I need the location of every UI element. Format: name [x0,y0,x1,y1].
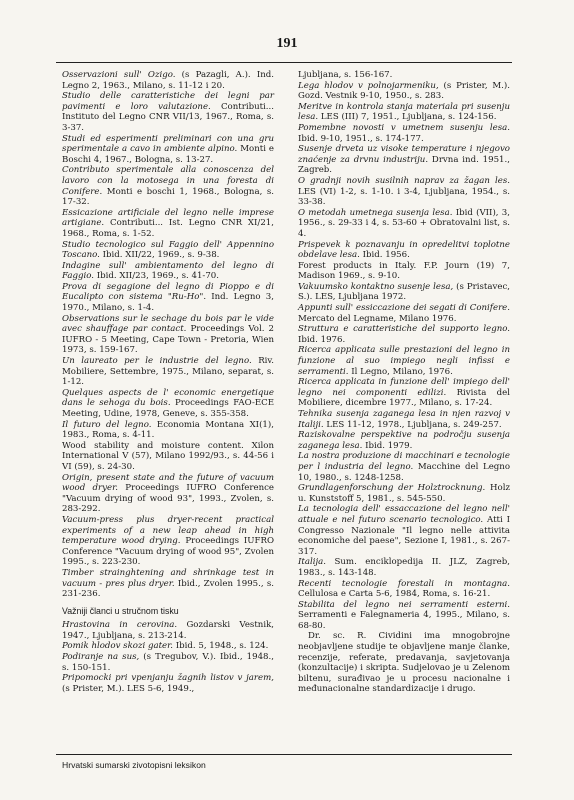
closing-paragraph: Dr. sc. R. Cividini ima mnogobrojne neobjavljene studije te objavljene manje članke, recenzije, referate, predavanja, savjetovanja (konzultacije) i skripta. Sudjelovao je u Zelenom biltenu, surađivao je u procesu nacionalne i međunacionalne standardizacije i drugo. [298,631,510,695]
entry-details: Contributi... Ist. Legno CNR XI/21, 1968., Roma, s. 1-52. [62,218,274,239]
bibliography-entry [298,600,510,632]
bibliography-entry [298,409,510,430]
entry-title: Origin, present state and the future of vacuum wood dryer. [62,472,274,494]
bibliography-entry [62,620,274,641]
entry-details: Atti I Congresso Nazionale "Il legno nelle attivita economiche del paese", Sezione I, 1981., s. 267-317. [298,514,510,557]
bibliography-entry [62,134,274,166]
entry-details: Proceedings IUFRO Conference "Vacuum drying of wood 93", 1993., Zvolen, s. 283-292. [62,483,274,515]
entry-title: Recenti tecnologie forestali in montagna. [298,578,510,589]
entry-details: Ibid., Zvolen 1995., s. 231-236. [62,578,274,600]
bibliography-entry [298,261,510,282]
bibliography-entry [62,388,274,420]
entry-details: Ibid. XII/22, 1969., s. 9-38. [99,250,220,261]
entry-title: O metodah umetnega susenja lesa. [298,207,453,218]
entry-details: Ibid. 1979. [362,440,413,451]
entry-title: Contributo sperimentale alla conoscenza del lavoro con la motosega in una foresta di Conifere. [62,165,274,197]
bibliography-entry [62,356,274,388]
entry-details: Macchine del Legno 10, 1980., s. 1248-1258. [298,461,510,483]
entry-title: Il futuro del legno. [62,419,152,430]
entry-title: Appunti sull' essiccazione dei segati di Conifere. [298,303,510,314]
entry-details: Ind. Legno 3, 1970., Milano, s. 1-4. [62,292,274,314]
bibliography-entry [62,165,274,207]
entry-title: Stabilita del legno nei serramenti esterni. [298,599,510,610]
bibliography-entry [62,515,274,568]
entry-details: Sum. enciklopedija II. JLZ, Zagreb, 1983., s. 143-148. [298,557,510,578]
entry-details: Ibid. 9-10, 1951., s. 174-177. [298,133,424,144]
entry-details: Rivista del Mobiliere, dicembre 1977., Milano, s. 17-24. [298,387,510,409]
entry-title: Essicazione artificiale del legno nelle imprese artigiane. [62,207,274,229]
entry-details: Monti e Boschi 4, 1967., Bologna, s. 13-27. [62,144,274,165]
bibliography-entry [298,504,510,557]
entry-title: Prova di segagione del legno di Pioppo e di Eucalipto con sistema "Ru-Ho". [62,281,274,303]
bibliography-entry [62,91,274,133]
entry-title: Quelques aspects de l' economic energetique dans le sehoga du bois. [62,387,274,409]
bibliography-entry [298,176,510,208]
bibliography-entry [62,261,274,282]
entry-details: LES (VI) 1-2, s. 1-10. i 3-4, Ljubljana, 1954., s. 33-38. [298,186,510,208]
bibliography-entry [298,81,510,102]
entry-details: Proceedings FAO-ECE Meeting, Udine, 1978, Geneve, s. 355-358. [62,398,274,419]
section-subhead: Važniji članci u stručnom tisku [62,605,179,616]
bibliography-entry [62,420,274,441]
entry-details: Drvna ind. 1951., Zagreb. [298,154,510,176]
entry-details: (s Tregubov, V.). Ibid., 1948., s. 150-151. [62,652,274,673]
entry-details: Proceedings Vol. 2 IUFRO - 5 Meeting, Cape Town - Pretoria, Wien 1973, s. 159-167. [62,324,274,356]
bibliography-entry [298,70,510,81]
entry-details: Ljubljana, s. 156-167. [298,70,393,80]
entry-details: LES (III) 7, 1951., Ljubljana, s. 124-156. [318,112,497,123]
entry-title: La tecnologia dell' essaccazione del legno nell' attuale e nel futuro scenario tecnologico. [298,504,510,525]
entry-title: La nostra produzione di macchinari e tecnologie per l industria del legno. [298,451,510,472]
bibliography-entry [62,441,274,473]
entry-title: Tehnika susenja zaganega lesa in njen razvoj v Italiji. [298,409,510,430]
bibliography-entry [298,451,510,483]
bibliography-entry [62,282,274,314]
entry-title: Meritve in kontrola stanja materiala pri susenju lesa. [298,101,510,123]
entry-details: Ibid. 5, 1948., s. 124. [173,641,269,652]
bibliography-entry [298,102,510,123]
entry-details: LES 11-12, 1978., Ljubljana, s. 249-257. [323,419,502,430]
entry-title: Pripomocki pri vpenjanju žagnih listov v jarem, [62,673,274,684]
entry-title: Lega hlodov v polnojarmeniku, [298,80,439,91]
entry-title: Susenje drveta uz visoke temperature i njegovo znaćenje za drvnu industriju. [298,144,510,165]
bibliography-entry [298,377,510,409]
bibliography-entry [298,208,510,240]
entry-title: Grundlagenforschung der Holztrocknung. [298,483,486,494]
entry-details: Forest products in Italy. F.P. Journ (19) 7, Madison 1969., s. 9-10. [298,260,510,282]
entry-details: Proceedings IUFRO Conference "Vacuum drying of wood 95", Zvolen 1995., s. 223-230. [62,536,275,568]
entry-details: Contributi... Instituto del Legno CNR VII/13, 1967., Roma, s. 3-37. [62,101,275,133]
entry-title: O gradnji novih susilnih naprav za žagan les. [298,175,510,186]
entry-title: Vakuumsko kontaktno susenje lesa, [298,281,454,292]
bibliography-entry [298,345,510,377]
entry-details: Economia Montana XI(1), 1983., Roma, s. 4-11. [62,419,274,441]
entry-details: (s Prister, M.). Gozd. Vestnik 9-10, 1950., s. 283. [298,80,510,102]
entry-title: Studio tecnologico sul Faggio dell' Appennino Toscano. [62,239,274,261]
entry-title: Vacuum-press plus dryer-recent practical experiments of a new leap ahead in high temperature wood drying. [62,514,274,547]
entry-details: Ibid. XII/23, 1969., s. 41-70. [94,271,220,282]
entry-title: Hrastovina in cerovina. [62,620,178,631]
entry-title: Pomik hlodov skozi gater. [62,641,174,652]
entry-title: Ricerca applicata in funzione dell' impiego dell' legno nei componenti edilizi. [298,377,510,398]
bibliography-entry [62,473,274,515]
entry-title: Indagine sull' ambientamento del legno di Faggio. [62,260,274,282]
entry-title: Italija. [298,557,326,568]
bibliography-entry [62,240,274,261]
entry-details: Ibid. 1956. [359,250,410,261]
bibliography-entry [62,673,274,694]
entry-details: Il Legno, Milano, 1976. [348,366,453,377]
entry-title: Struttura e caratteristiche del supporto legno. [298,324,510,335]
entry-details: Riv. Mobiliere, Settembre, 1975., Milano, separat, s. 1-12. [62,356,274,388]
entry-title: Ricerca applicata sulle prestazioni del legno in funzione al suo impiego negli infissi e serramenti. [298,345,510,377]
bibliography-entry [62,314,274,356]
entry-title: Prispevek k poznavanju in opredelitvi toplotne obdelave lesa. [298,239,510,261]
entry-title: Studio delle caratteristiche dei legni par pavimenti e loro valutazione. [62,91,274,112]
entry-details: (s Pazagli, A.). Ind. Legno 2, 1963., Milano, s. 11-12 i 20. [62,70,274,91]
header-rule [56,62,512,63]
bibliography-entry [62,70,274,91]
left-column [62,70,274,750]
entry-details: Monti e boschi 1, 1968., Bologna, s. 17-32. [62,186,274,208]
bibliography-entry [62,652,274,673]
entry-details: Ibid. 1976. [298,334,346,345]
footer-text: Hrvatski sumarski zivotopisni leksikon [62,760,206,770]
bibliography-entry [62,641,274,652]
entry-details: Mercato del Legname, Milano 1976. [298,313,457,324]
bibliography-entry [298,144,510,176]
page-number: 191 [276,36,298,51]
bibliography-entry [298,430,510,451]
bibliography-entry [298,579,510,600]
entry-title: Podiranje na sus, [62,652,140,663]
bibliography-entry [62,568,274,600]
entry-details: (s Prister, M.). LES 5-6, 1949., [62,683,195,694]
bibliography-entry [298,557,510,578]
entry-details: Ibid (VII), 3, 1956., s. 29-33 i 4, s. 53-60 + Obratovalni list, s. 4. [298,207,510,239]
entry-title: Osservazioni sull' Ozigo. [62,70,176,80]
entry-title: Raziskovalne perspektive na področju susenja zaganega lesa. [298,430,510,451]
entry-details: (s Pristavec, S.). LES, Ljubljana 1972. [298,281,510,303]
bibliography-entry [298,303,510,324]
bibliography-entry [298,123,510,144]
entry-details: Serramenti e Falegnameria 4, 1995., Milano, s. 68-80. [298,610,510,631]
entry-details: Wood stability and moisture content. Xilon International V (57), Milano 1992/93., s. 44-56 i VI (59), s. 24-30. [62,440,274,472]
bibliography-entry [62,208,274,240]
bibliography-entry [298,324,510,345]
entry-details: Cellulosa e Carta 5-6, 1984, Roma, s. 16-21. [298,589,491,600]
entry-details: Gozdarski Vestnik, 1947., Ljubljana, s. 213-214. [62,620,275,641]
entry-title: Pomembne novosti v umetnem susenju lesa. [298,122,510,133]
entry-title: Un laureato per le industrie del legno. [62,356,252,367]
right-column [298,70,510,750]
entry-title: Studi ed esperimenti preliminari con una gru sperimentale a cavo in ambiente alpino. [62,133,274,155]
bibliography-entry [298,282,510,303]
bibliography-columns [62,70,510,750]
entry-title: Timber strainghtening and shrinkage test in vacuum - pres plus dryer. [62,567,274,589]
footer-rule [56,754,512,755]
bibliography-entry [298,240,510,261]
entry-details: Holz u. Kunststoff 5, 1981., s. 545-550. [298,483,510,504]
bibliography-entry [298,483,510,504]
entry-title: Observations sur le sechage du bois par le vide avec shauffage par contact. [62,313,274,335]
